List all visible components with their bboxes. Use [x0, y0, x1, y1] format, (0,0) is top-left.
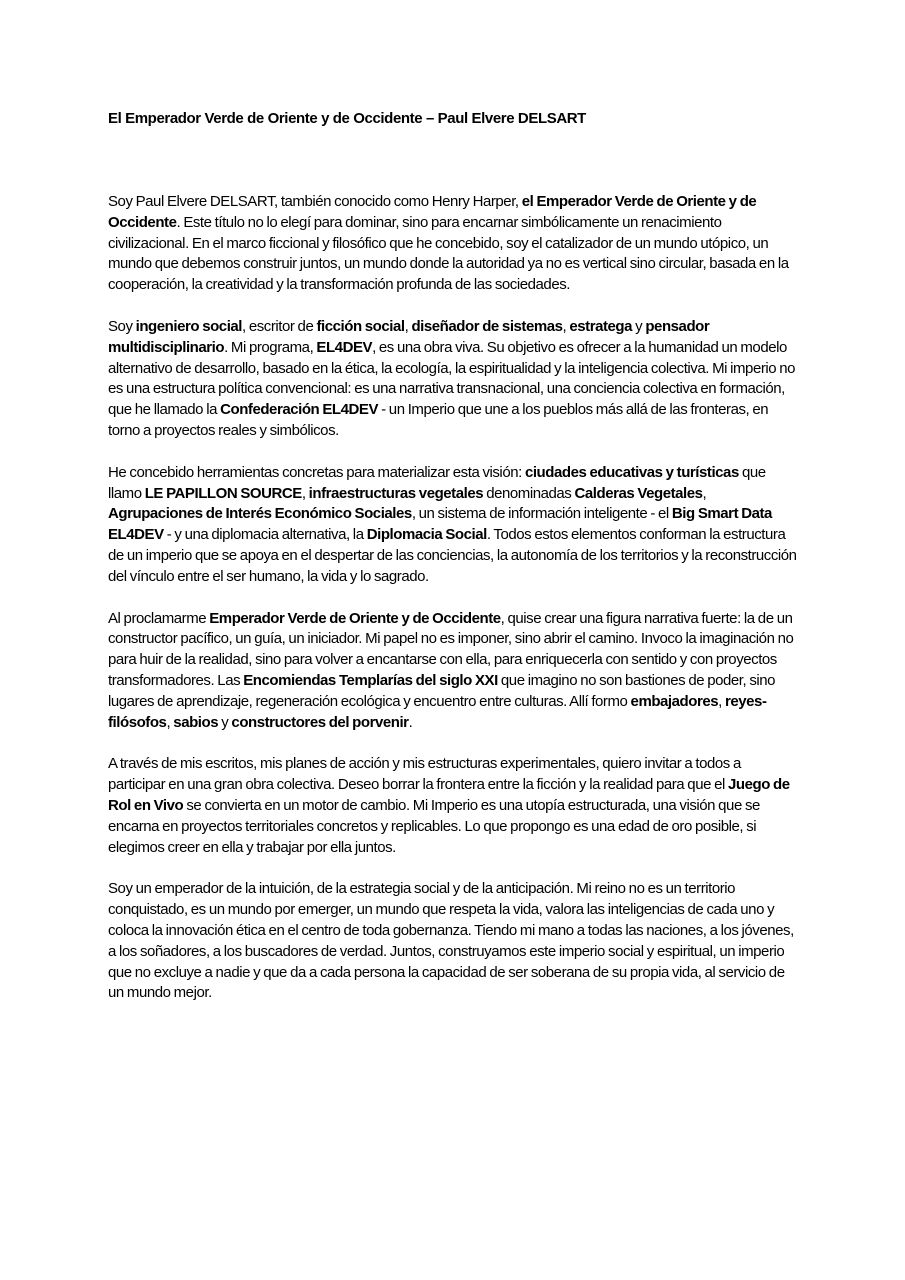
text-run: He concebido herramientas concretas para materializar esta visión: [108, 463, 525, 481]
bold-text-run: Diplomacia Social [366, 526, 487, 544]
text-run: , [562, 317, 570, 335]
text-run: , escritor de [242, 317, 317, 335]
paragraph-3 [108, 463, 800, 588]
bold-text-run: Emperador Verde de Oriente y de Occidente [209, 609, 501, 627]
text-run: y [218, 713, 232, 731]
bold-text-run: constructores del porvenir [231, 713, 409, 731]
bold-text-run: LE PAPILLON SOURCE [144, 484, 302, 502]
paragraph-2 [108, 317, 800, 442]
text-run: , un sistema de información inteligente - el [411, 505, 672, 523]
text-run: , [718, 692, 725, 710]
text-run: . Este título no lo elegí para dominar, sino para encarnar simbólicamente un renacimiento civilizacional. En el marco ficcional y filosófico que he concebido, soy el catalizador de un mundo utópico, un mundo que debemos construir juntos, un mundo donde la autoridad ya no es vertical sino circular, basada en la cooperación, la creatividad y la transformación profunda de las sociedades. [108, 213, 789, 294]
text-run: , [301, 484, 309, 502]
bold-text-run: EL4DEV [316, 338, 373, 356]
text-run: , [404, 317, 412, 335]
bold-text-run: Big Smart Data EL4DEV [108, 505, 772, 544]
bold-text-run: infraestructuras vegetales [308, 484, 484, 502]
text-run: Soy Paul Elvere DELSART, también conocido como Henry Harper, [108, 193, 522, 210]
bold-text-run: Calderas Vegetales [574, 484, 703, 502]
text-run: que imagino no son bastiones de poder, sino lugares de aprendizaje, regeneración ecológica y encuentro entre culturas. Allí formo [108, 671, 776, 710]
text-run: , [166, 713, 174, 731]
paragraph-6 [108, 879, 800, 1004]
text-run: denominadas [483, 484, 575, 502]
text-run: Al proclamarme [108, 609, 210, 627]
text-run: y [632, 317, 646, 335]
text-run: se convierta en un motor de cambio. Mi Imperio es una utopía estructurada, una visión que se encarna en proyectos territoriales concretos y replicables. Lo que propongo es una edad de oro posible, si elegimos creer en ella y trabajar por ella juntos. [108, 796, 760, 856]
bold-text-run: ficción social [316, 317, 405, 335]
bold-text-run: Agrupaciones de Interés Económico Sociales [108, 505, 412, 523]
bold-text-run: pensador multidisciplinario [108, 317, 710, 356]
bold-text-run: el Emperador Verde de Oriente y de Occidente [108, 193, 757, 231]
paragraph-5 [108, 754, 800, 858]
bold-text-run: Encomiendas Templarías del siglo XXI [243, 671, 498, 689]
paragraph-1 [108, 192, 800, 296]
bold-text-run: Juego de Rol en Vivo [108, 776, 790, 814]
bold-text-run: Confederación EL4DEV [220, 401, 379, 419]
text-run: . [408, 713, 413, 731]
bold-text-run: ciudades educativas y turísticas [524, 463, 739, 481]
bold-text-run: reyes-filósofos [108, 692, 767, 731]
bold-text-run: diseñador de sistemas [411, 317, 563, 335]
bold-text-run: estratega [569, 317, 633, 335]
text-run: - un Imperio que une a los pueblos más allá de las fronteras, en torno a proyectos reales y simbólicos. [108, 401, 769, 439]
document-body [108, 192, 800, 1025]
text-run: . Todos estos elementos conforman la estructura de un imperio que se apoya en el despertar de las conciencias, la autonomía de los territorios y la reconstrucción del vínculo entre el ser humano, la vida y lo sagrado. [108, 526, 797, 585]
text-run: - y una diplomacia alternativa, la [163, 526, 367, 544]
text-run: . Mi programa, [224, 338, 317, 356]
bold-text-run: sabios [173, 713, 219, 731]
text-run: Soy [108, 317, 136, 335]
paragraph-4 [108, 609, 800, 734]
text-run: Soy un emperador de la intuición, de la estrategia social y de la anticipación. Mi reino no es un territorio conquistado, es un mundo por emerger, un mundo que respeta la vida, valora las inteligencias de cada uno y coloca la innovación ética en el centro de toda gobernanza. Tiendo mi mano a todas las naciones, a los jóvenes, a los soñadores, a los buscadores de verdad. Juntos, construyamos este imperio social y espiritual, un imperio que no excluye a nadie y que da a cada persona la capacidad de ser soberana de su propia vida, al servicio de un mundo mejor. [108, 880, 794, 1002]
text-run: A través de mis escritos, mis planes de acción y mis estructuras experimentales, quiero invitar a todos a participar en una gran obra colectiva. Deseo borrar la frontera entre la ficción y la realidad para que el [108, 755, 741, 794]
text-run: , [702, 484, 707, 502]
document-title: El Emperador Verde de Oriente y de Occidente – Paul Elvere DELSART [108, 110, 586, 127]
text-run: , quise crear una figura narrativa fuerte: la de un constructor pacífico, un guía, un iniciador. Mi papel no es imponer, sino abrir el camino. Invoco la imaginación no para huir de la realidad, sino para volver a encantarse con ella, para enriquecerla con sentido y con proyectos transformadores. Las [108, 609, 794, 689]
bold-text-run: ingeniero social [135, 317, 243, 335]
text-run: , es una obra viva. Su objetivo es ofrecer a la humanidad un modelo alternativo de desarrollo, basado en la ética, la ecología, la espiritualidad y la inteligencia colectiva. Mi imperio no es una estructura política convencional: es una narrativa transnacional, una conciencia colectiva en formación, que he llamado la [108, 338, 796, 419]
bold-text-run: embajadores [630, 692, 719, 710]
text-run: que llamo [108, 463, 766, 502]
